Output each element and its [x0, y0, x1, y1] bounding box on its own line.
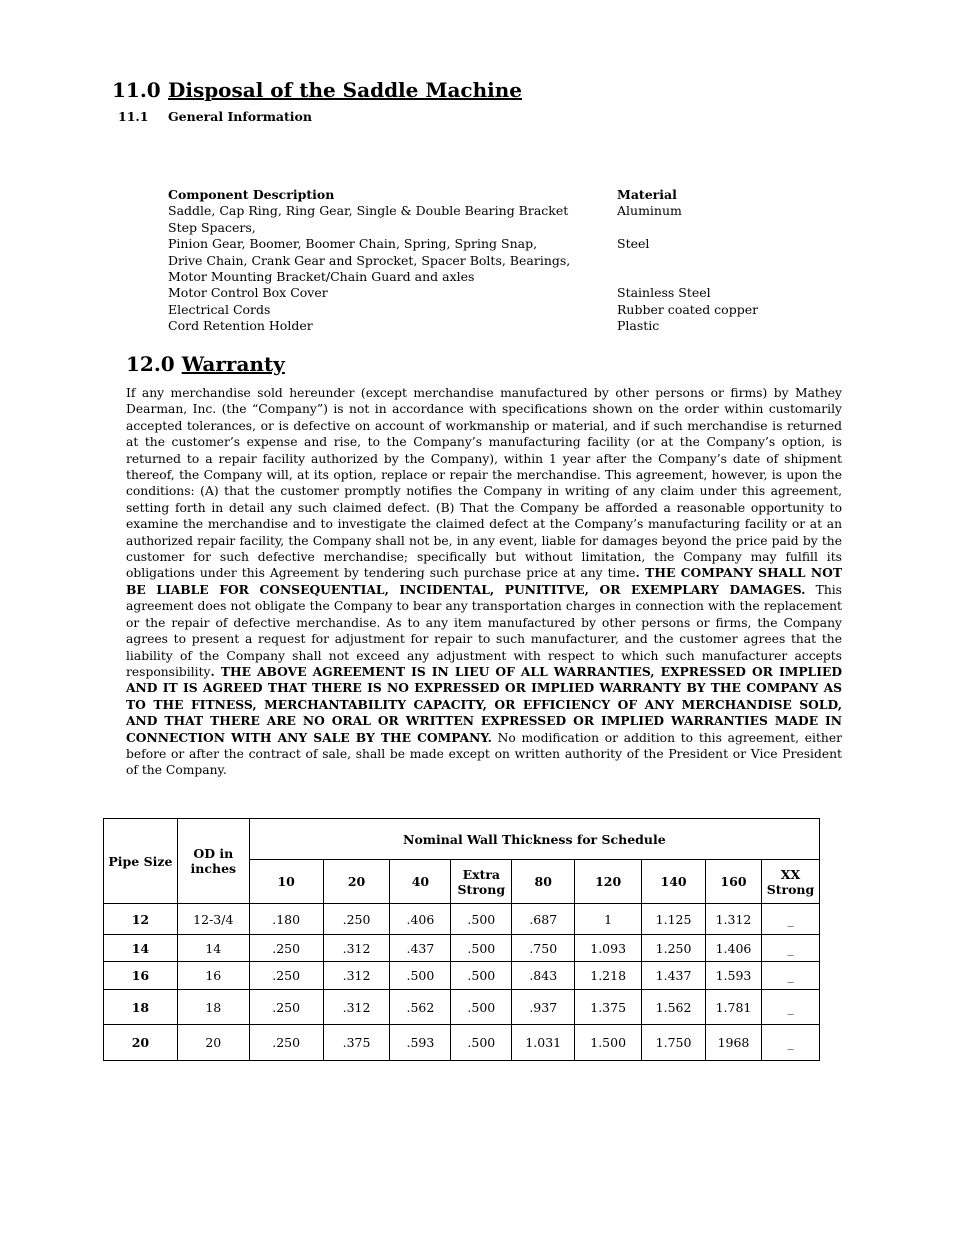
component-material-list [168, 187, 808, 337]
thickness-cell: 1.781 [706, 990, 762, 1025]
schedule-header: 120 [575, 860, 642, 904]
material-item: Rubber coated copper [617, 301, 759, 317]
nominal-wall-header: Nominal Wall Thickness for Schedule [249, 819, 819, 860]
schedule-header: 40 [390, 860, 451, 904]
table-row [104, 1025, 820, 1061]
od-cell: 16 [177, 962, 249, 990]
thickness-cell: .937 [512, 990, 575, 1025]
thickness-cell: .500 [451, 935, 512, 962]
thickness-cell: .593 [390, 1025, 451, 1061]
thickness-cell: 1.125 [642, 904, 706, 935]
warranty-bold-clause: . THE COMPANY SHALL NOT BE LIABLE FOR CONSEQUENTIAL, INCIDENTAL, PUNITITVE, OR EXEMPLARY DAMAGES. [126, 565, 842, 597]
thickness-cell: _ [761, 904, 819, 935]
table-header-row [104, 819, 820, 860]
thickness-cell: .500 [451, 962, 512, 990]
schedule-header: 160 [706, 860, 762, 904]
material-item: Plastic [617, 318, 660, 334]
thickness-cell: .375 [323, 1025, 390, 1061]
thickness-cell: _ [761, 1025, 819, 1061]
thickness-cell: .312 [323, 962, 390, 990]
subsection-title: General Information [168, 109, 312, 124]
thickness-cell: _ [761, 962, 819, 990]
thickness-cell: .500 [451, 904, 512, 935]
section-12-heading [126, 352, 285, 376]
component-item: Saddle, Cap Ring, Ring Gear, Single & Double Bearing Bracket [168, 203, 569, 219]
table-row [104, 990, 820, 1025]
pipe-size-header: Pipe Size [104, 819, 178, 904]
section-number: 12.0 [126, 352, 175, 376]
pipe-size-cell: 20 [104, 1025, 178, 1061]
warranty-text-part: This agreement does not obligate the Company to bear any transportation charges in connection with the replacement or the repair of defective merchandise. As to any item manufactured by other persons or firms, the Company agrees to present a request for adjustment for repair to such manufacturer, and the customer agrees that the liability of the Company shall not exceed any adjustment with respect to which such manufacturer accepts responsibility [126, 582, 842, 679]
thickness-cell: 1.250 [642, 935, 706, 962]
table-row [104, 904, 820, 935]
schedule-header: 20 [323, 860, 390, 904]
table-row [104, 962, 820, 990]
thickness-cell: 1 [575, 904, 642, 935]
thickness-cell: .250 [249, 935, 323, 962]
schedule-header: XX Strong [761, 860, 819, 904]
schedule-header: 10 [249, 860, 323, 904]
thickness-cell: .437 [390, 935, 451, 962]
pipe-size-cell: 14 [104, 935, 178, 962]
section-title: Warranty [181, 352, 285, 376]
od-header: OD in inches [177, 819, 249, 904]
pipe-size-cell: 18 [104, 990, 178, 1025]
thickness-cell: 1968 [706, 1025, 762, 1061]
component-item: Motor Mounting Bracket/Chain Guard and axles [168, 269, 475, 284]
thickness-cell: .180 [249, 904, 323, 935]
thickness-cell: .250 [323, 904, 390, 935]
component-item: Step Spacers, [168, 219, 256, 235]
material-item: Aluminum [617, 203, 682, 219]
section-number: 11.0 [112, 78, 161, 102]
thickness-cell: _ [761, 935, 819, 962]
thickness-cell: .750 [512, 935, 575, 962]
thickness-cell: 1.375 [575, 990, 642, 1025]
thickness-cell: _ [761, 990, 819, 1025]
component-item: Motor Control Box Cover [168, 285, 328, 301]
od-cell: 18 [177, 990, 249, 1025]
component-item: Electrical Cords [168, 301, 271, 317]
warranty-text [126, 385, 842, 779]
thickness-cell: 1.562 [642, 990, 706, 1025]
pipe-size-cell: 12 [104, 904, 178, 935]
thickness-cell: .406 [390, 904, 451, 935]
thickness-cell: 1.218 [575, 962, 642, 990]
schedule-header: 80 [512, 860, 575, 904]
section-11-heading [112, 78, 522, 102]
thickness-cell: 1.031 [512, 1025, 575, 1061]
component-item: Drive Chain, Crank Gear and Sprocket, Spacer Bolts, Bearings, [168, 252, 571, 268]
warranty-bold-clause: . THE ABOVE AGREEMENT IS IN LIEU OF ALL WARRANTIES, EXPRESSED OR IMPLIED AND IT IS AGREED THAT THERE IS NO EXPRESSED OR IMPLIED WARRANTY BY THE COMPANY AS TO THE FITNESS, MERCHANTABILITY CAPACITY, OR EFFICIENCY OF ANY MERCHANDISE SOLD, AND THAT THERE ARE NO ORAL OR WRITTEN EXPRESSED OR IMPLIED WARRANTIES MADE IN CONNECTION WITH ANY SALE BY THE COMPANY. [126, 663, 842, 745]
thickness-cell: .500 [451, 990, 512, 1025]
component-item: Cord Retention Holder [168, 318, 313, 334]
od-cell: 12-3/4 [177, 904, 249, 935]
thickness-cell: .250 [249, 962, 323, 990]
material-header: Material [617, 187, 677, 202]
thickness-cell: .250 [249, 1025, 323, 1061]
warranty-text-part: No modification or addition to this agreement, either before or after the contract of sale, shall be made except on written authority of the President or Vice President of the Company. [126, 730, 842, 778]
pipe-size-cell: 16 [104, 962, 178, 990]
thickness-cell: .500 [451, 1025, 512, 1061]
thickness-cell: .250 [249, 990, 323, 1025]
material-item: Stainless Steel [617, 285, 711, 301]
thickness-cell: 1.406 [706, 935, 762, 962]
od-cell: 20 [177, 1025, 249, 1061]
thickness-cell: .562 [390, 990, 451, 1025]
thickness-cell: .687 [512, 904, 575, 935]
component-header: Component Description [168, 187, 335, 202]
thickness-cell: 1.593 [706, 962, 762, 990]
thickness-cell: 1.750 [642, 1025, 706, 1061]
schedule-header: 140 [642, 860, 706, 904]
subsection-11-1-heading [118, 109, 312, 125]
warranty-text-part: If any merchandise sold hereunder (except merchandise manufactured by other persons or firms) by Mathey Dearman, Inc. (the “Company”) is not in accordance with specifications shown on the order within customarily accepted tolerances, or is defective on account of workmanship or material, and if such merchandise is returned at the customer’s expense and rise, to the Company’s manufacturing facility (or at the Company’s option, is returned to a repair facility authorized by the Company), within 1 year after the Company’s date of shipment thereof, the Company will, at its option, replace or repair the merchandise. This agreement, however, is upon the conditions: (A) that the customer promptly notifies the Company in writing of any claim under this agreement, setting forth in detail any such claimed defect. (B) That the Company be afforded a reasonable opportunity to examine the merchandise and to investigate the claimed defect at the Company’s manufacturing facility or at an authorized repair facility, the Company shall not be, in any event, liable for damages beyond the price paid by the customer for such defective merchandise; specifically but without limitation, the Company may fulfill its obligations under this Agreement by tendering such purchase price at any time [126, 386, 842, 581]
thickness-cell: .312 [323, 935, 390, 962]
material-item: Steel [617, 236, 650, 252]
component-item: Pinion Gear, Boomer, Boomer Chain, Spring, Spring Snap, [168, 236, 538, 252]
table-row [104, 935, 820, 962]
warranty-paragraph [126, 385, 842, 779]
thickness-cell: .312 [323, 990, 390, 1025]
thickness-cell: 1.500 [575, 1025, 642, 1061]
thickness-cell: 1.312 [706, 904, 762, 935]
thickness-cell: 1.093 [575, 935, 642, 962]
pipe-schedule-table [103, 818, 820, 1061]
od-cell: 14 [177, 935, 249, 962]
section-title: Disposal of the Saddle Machine [168, 78, 523, 102]
schedule-header: Extra Strong [451, 860, 512, 904]
thickness-cell: 1.437 [642, 962, 706, 990]
thickness-cell: .843 [512, 962, 575, 990]
subsection-number: 11.1 [118, 109, 149, 124]
thickness-cell: .500 [390, 962, 451, 990]
